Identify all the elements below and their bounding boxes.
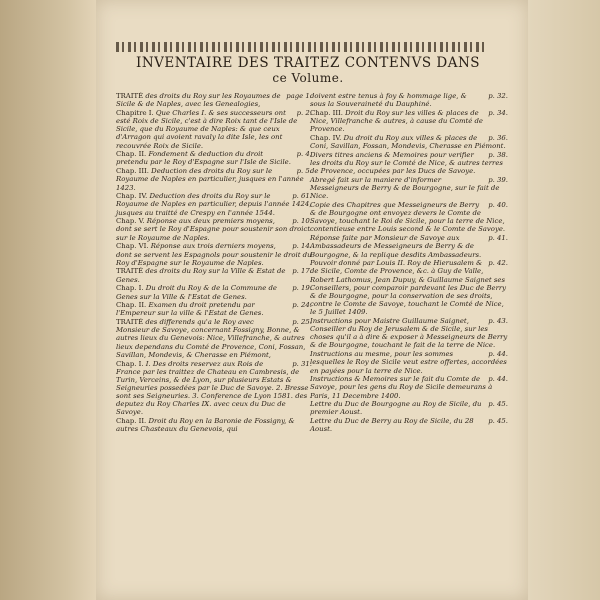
toc-entry-text: des droits du Roy sur les Royaumes de Sicile & de Naples, avec les Genealogies, — [116, 92, 281, 109]
toc-entry-text: I. Des droits reservez aux Rois de France par les traittez de Chateau en Cambresis, de Turin, Verceins, & de Lyon, sur plusieurs Estats & Seigneuries possedées par le Duc de Savoye. 2. Bresse sont ses Seigneuries. 3. Conference de Lyon 1581. des deputez du Roy Charles IX. avec ceux du Duc de Savoye. — [116, 359, 309, 417]
toc-entry — [310, 400, 508, 416]
toc-page-number: p. 4. — [296, 150, 312, 159]
toc-entry — [310, 375, 508, 399]
toc-entry-heading: Chapitre I. — [116, 108, 156, 117]
toc-page-number: p. 40. — [488, 201, 508, 209]
toc-entry — [116, 242, 312, 266]
toc-page-number: p. 5. — [296, 167, 312, 176]
toc-entry — [310, 350, 508, 374]
left-column — [116, 92, 312, 434]
toc-entry-text: Droit du Roy en la Baronie de Fossigny, & autres Chasteaux du Genevois, qui — [116, 417, 295, 434]
toc-page-number: p. 45. — [488, 400, 508, 409]
toc-entry-text: Lettre du Duc de Bourgogne au Roy de Sicile, du premier Aoust. — [310, 400, 482, 417]
toc-entry-heading: Chap. IV. — [310, 133, 344, 142]
toc-entry-text: Copie des Chapitres que Messeigneurs de Berry & de Bourgogne ont envoyez devers le Comte de Savoye, touchant le Roi de Sicile, pour la terre de Nice, contentieuse entre Louis second & le Comte de Savoye. — [310, 201, 506, 234]
toc-entry — [116, 318, 312, 359]
toc-page-number: p. 44. — [488, 350, 508, 359]
toc-page-number: p. 31. — [292, 359, 312, 368]
toc-entry-text: des droits du Roy sur la Ville & Estat de Genes. — [116, 267, 286, 284]
toc-entry-heading: Chap. I. — [116, 284, 146, 293]
toc-page-number: page 1. — [286, 92, 312, 100]
right-column — [310, 92, 508, 434]
toc-entry — [310, 317, 508, 350]
toc-entry-text: Instructions au mesme, pour les sommes lesquelles le Roy de Sicile veut estre offertes, accordées en payées pour la terre de Nice. — [310, 350, 507, 375]
toc-entry-text: Du droit du Roy & de la Commune de Genes sur la Ville & l'Estat de Genes. — [116, 284, 277, 301]
toc-entry — [116, 192, 312, 216]
toc-entry-text: Réponse faite par Monsieur de Savoye aux Ambassadeurs de Messeigneurs de Berry & de Bourgogne, & la replique desdits Ambassadeurs. — [310, 234, 482, 259]
toc-entry — [116, 360, 312, 417]
toc-page-number: p. 25. — [292, 318, 312, 327]
toc-entry — [310, 201, 508, 234]
toc-entry-text: Instructions pour Maistre Guillaume Saignet, Conseiller du Roy de Jerusalem & de Sicile, sur les choses qu'il a à dire & exposer à Messeigneurs de Berry & de Bourgogne, touchant le fait de la terre de Nice. — [310, 316, 508, 350]
toc-entry-heading: TRAITÉ — [116, 318, 146, 327]
toc-page-number: p. 32. — [488, 92, 508, 100]
toc-entry — [116, 167, 312, 191]
page-margin — [528, 0, 600, 600]
toc-entry — [310, 417, 508, 433]
toc-page-number: p. 44. — [488, 375, 508, 384]
toc-page-number: p. 61. — [292, 192, 312, 201]
toc-entry — [310, 92, 508, 108]
toc-page-number: p. 2. — [296, 108, 312, 117]
toc-page-number: p. 41. — [488, 234, 508, 243]
toc-page-number: p. 34. — [488, 108, 508, 117]
toc-entry-text: des differends qu'a le Roy avec Monsieur de Savoye, concernant Fossigny, Bonne, & autres lieux du Genevois: Nice, Villefranche, & autres lieux dependans du Comté de Provence, Coni, Fossan, Savillan, Mondevis, & Cherasse en Piémont, — [116, 318, 306, 359]
toc-entry — [116, 284, 312, 300]
toc-entry-heading: Chap. V. — [116, 217, 147, 226]
toc-entry — [116, 267, 312, 283]
toc-entry-text: Réponse aux trois derniers moyens, dont se servent les Espagnols pour soustenir le droit du Roy d'Espagne sur le Royaume de Naples. — [116, 242, 312, 267]
toc-page-number: p. 45. — [488, 417, 508, 426]
toc-entry-heading: TRAITÉ — [116, 267, 146, 276]
toc-entry — [116, 301, 312, 317]
toc-page-number: p. 36. — [488, 133, 508, 142]
toc-entry-text: doivent estre tenus à foy & hommage lige, & sous la Souveraineté du Dauphiné. — [310, 92, 467, 109]
toc-entry-heading: Chap. II. — [116, 150, 149, 159]
toc-entry-text: Réponse aux deux premiers moyens, dont se sert le Roy d'Espagne pour soustenir son droict sur le Royaume de Naples. — [116, 217, 311, 242]
toc-entry-heading: TRAITÉ — [116, 92, 146, 100]
toc-page-number: p. 14. — [292, 242, 312, 251]
toc-entry-heading: Chap. II. — [116, 301, 149, 310]
toc-entry-heading: Chap. VI. — [116, 242, 151, 251]
toc-entry-heading: Chap. IV. — [116, 192, 150, 201]
toc-entry — [310, 259, 508, 316]
toc-entry-text: Que Charles I. & ses successeurs ont esté Roix de Sicile, c'est à dire Roix tant de l'Isle de Sicile, que du Royaume de Naples: & que ceux d'Arragon qui avoient ravaly la dite Isle, les ont recouvrée Roix de Sicile. — [116, 108, 298, 150]
toc-page-number: p. 43. — [488, 316, 508, 325]
toc-entry — [116, 109, 312, 150]
toc-entry-text: Lettre du Duc de Berry au Roy de Sicile, du 28 Aoust. — [310, 417, 474, 434]
toc-entry-text: Instructions & Memoires sur le fait du Comte de Savoye, pour les gens du Roy de Sicile demeurans à Paris, 11 Decembre 1400. — [310, 375, 493, 400]
toc-entry-text: Divers titres anciens & Memoires pour verifier les droits du Roy sur le Comté de Nice, & autres terres de Provence, occupées par les Ducs de Savoye. — [310, 150, 503, 176]
toc-entry — [116, 417, 312, 433]
toc-entry — [310, 234, 508, 258]
toc-entry-text: Deduction des droits du Roy sur le Royaume de Naples en particulier, depuis l'année 1424, jusques au traitté de Crespy en l'année 1544. — [116, 192, 312, 217]
toc-entry — [310, 134, 508, 150]
toc-entry-text: Abregé fait sur la maniere d'informer Messeigneurs de Berry & de Bourgogne, sur le fait de Nice. — [310, 175, 500, 201]
toc-entry-text: Deduction des droits du Roy sur le Royaume de Naples en particulier, jusques en l'année 1423. — [116, 167, 304, 192]
toc-entry-heading: Chap. I. — [116, 359, 146, 368]
title-line-1: INVENTAIRE DES TRAITEZ CONTENVS DANS — [135, 55, 481, 71]
toc-entry — [116, 217, 312, 241]
toc-page-number: p. 39. — [488, 175, 508, 184]
toc-page-number: p. 19. — [292, 284, 312, 293]
toc-entry-text: Examen du droit pretendu par l'Empereur sur la ville & l'Estat de Genes. — [116, 301, 264, 318]
toc-entry — [116, 92, 312, 108]
toc-page-number: p. 10. — [292, 217, 312, 226]
toc-entry-text: Pouvoir donné par Louis II. Roy de Hierusalem & de Sicile, Comte de Provence, &c. à Guy de Valle, Robert Lathomus, Jean Dupuy, & Guillaume Saignet ses Conseillers, pour comparoir pardevant les Duc de Berry & de Bourgogne, pour la conservation de ses droits, contre le Comte de Savoye, touchant le Comté de Nice, le 5 Juillet 1409. — [310, 259, 507, 317]
toc-entry-text: Droit du Roy sur les villes & places de Nice, Villefranche & autres, à cause du Comté de Provence. — [310, 108, 484, 134]
toc-page-number: p. 38. — [488, 150, 508, 159]
toc-entry — [310, 109, 508, 133]
book-gutter — [0, 0, 96, 600]
toc-entry-heading: Chap. III. — [310, 108, 346, 117]
toc-page-number: p. 24. — [292, 301, 312, 310]
page-title — [108, 56, 508, 86]
toc-entry — [116, 150, 312, 166]
title-line-2: ce Volume. — [272, 71, 344, 85]
toc-entry-heading: Chap. III. — [116, 167, 152, 176]
toc-entry-heading: Chap. II. — [116, 417, 149, 426]
toc-page-number: p. 42. — [488, 259, 508, 268]
toc-entry — [310, 176, 508, 200]
toc-entry-text: Du droit du Roy aux villes & places de Coni, Savillan, Fossan, Mondevis, Cherasse en Piémont. — [310, 133, 506, 151]
toc-entry — [310, 151, 508, 175]
header-ornament — [116, 42, 488, 52]
toc-entry-text: Fondement & deduction du droit pretendu par le Roy d'Espagne sur l'Isle de Sicile. — [116, 150, 291, 167]
toc-page-number: p. 17. — [292, 267, 312, 276]
